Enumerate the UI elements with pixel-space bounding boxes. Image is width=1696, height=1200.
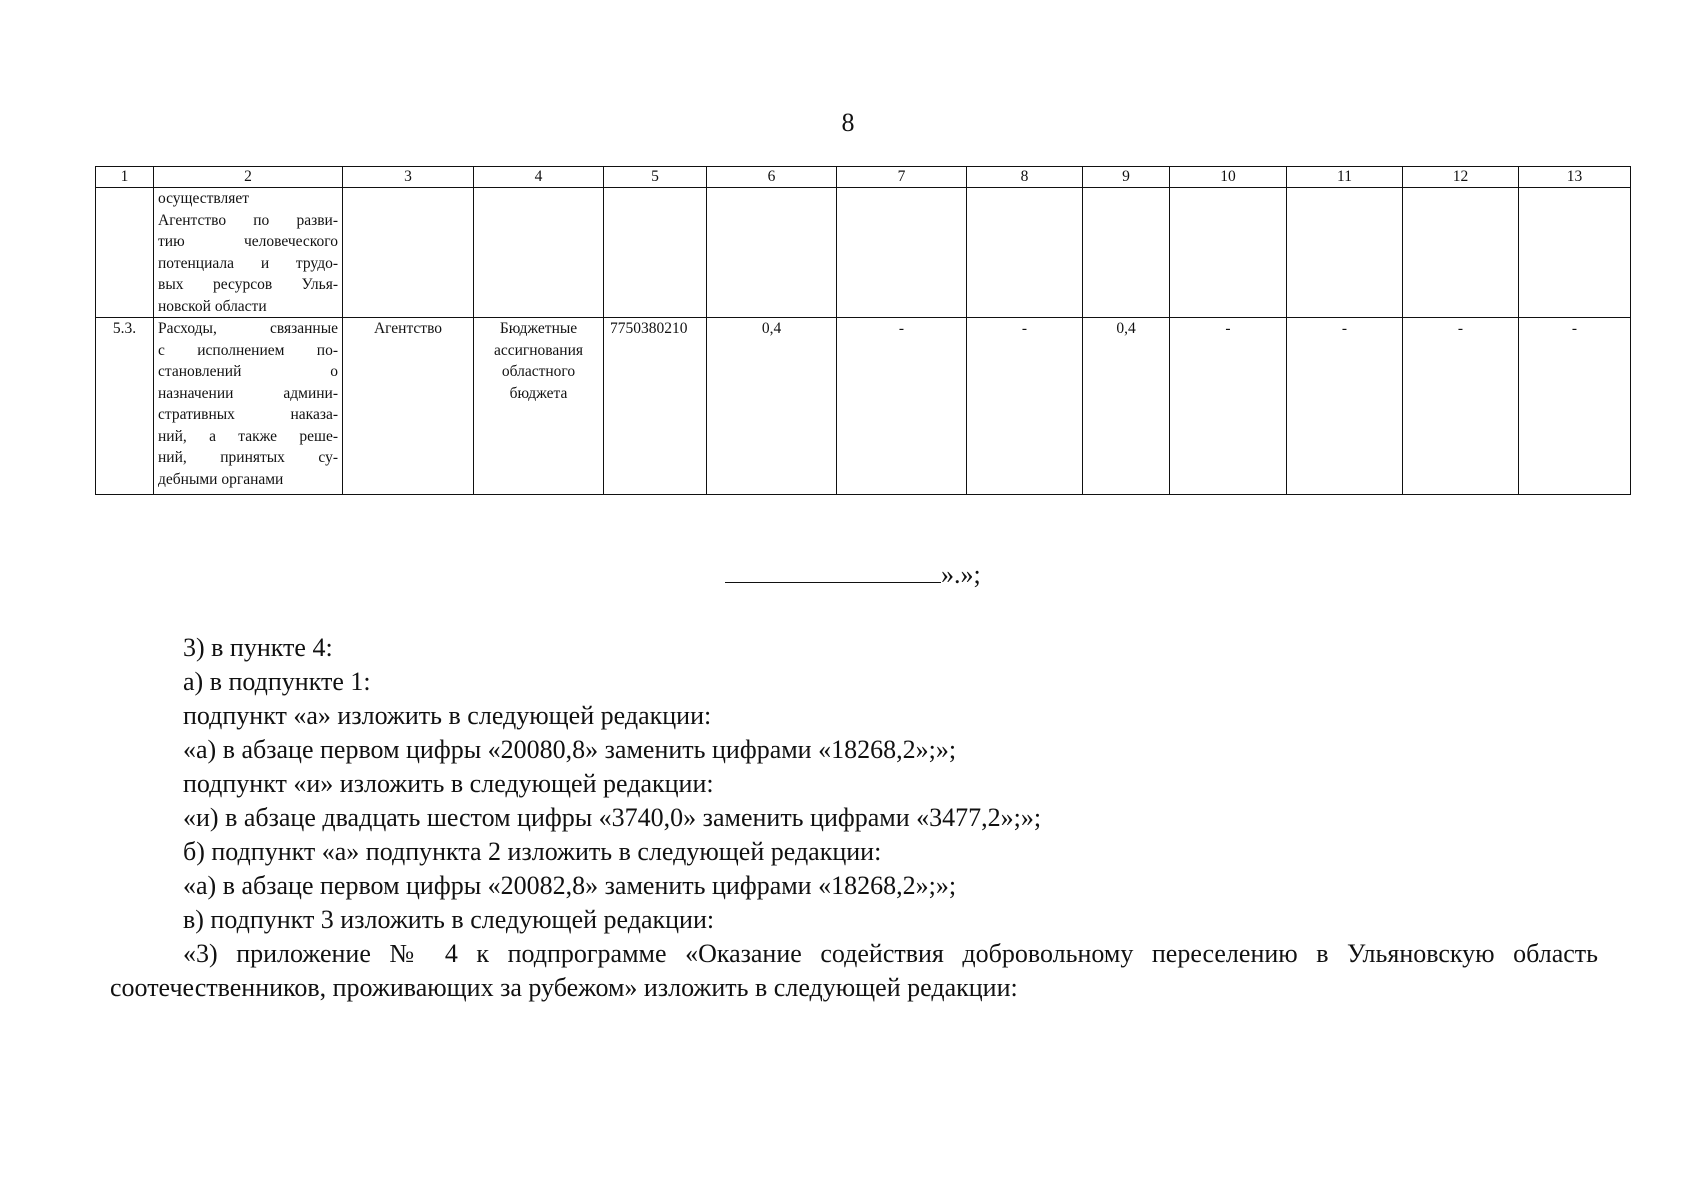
column-header: 11 <box>1287 167 1403 188</box>
budget-table <box>95 166 1631 495</box>
column-header: 5 <box>604 167 707 188</box>
final-paragraph: «3) приложение № 4 к подпрограмме «Оказание содействия добровольному переселению в Ульяновскую область соотечественников, проживающих за рубежом» изложить в следующей редакции: <box>110 939 1598 1002</box>
row-description <box>154 188 343 318</box>
column-header: 2 <box>154 167 343 188</box>
table-cell <box>707 188 837 318</box>
paragraph: б) подпункт «а» подпункта 2 изложить в следующей редакции: <box>183 837 882 866</box>
page-number: 8 <box>841 108 855 137</box>
table-cell <box>474 188 604 318</box>
funding-source-line: областного <box>501 363 576 380</box>
description-line: с исполнением по- <box>158 341 338 359</box>
description-line: потенциала и трудо- <box>158 254 338 272</box>
description-line: ний, а также реше- <box>158 427 338 445</box>
description-line: новской области <box>158 297 267 315</box>
column-header: 10 <box>1170 167 1287 188</box>
closing-quote-mark: ».»; <box>941 560 981 589</box>
paragraph: а) в подпункте 1: <box>183 667 371 696</box>
paragraph: «и) в абзаце двадцать шестом цифры «3740,0» заменить цифрами «3477,2»;»; <box>183 803 1042 832</box>
paragraph: «а) в абзаце первом цифры «20082,8» заменить цифрами «18268,2»;»; <box>183 871 957 900</box>
description-line: становлений о <box>158 363 338 380</box>
paragraph: подпункт «а» изложить в следующей редакции: <box>183 701 712 730</box>
description-line: Агентство по разви- <box>158 211 338 229</box>
paragraph: «а) в абзаце первом цифры «20080,8» заменить цифрами «18268,2»;»; <box>183 735 957 764</box>
table-cell <box>1287 188 1403 318</box>
paragraph: 3) в пункте 4: <box>183 633 333 662</box>
table-header-row <box>96 167 1631 188</box>
section-end-mark <box>725 560 981 590</box>
value-cell: - <box>1519 318 1631 495</box>
column-header: 6 <box>707 167 837 188</box>
table-cell <box>967 188 1083 318</box>
description-line: ний, принятых су- <box>158 449 338 466</box>
funding-source-line: Бюджетные <box>499 320 578 337</box>
description-line: Расходы, связанные <box>158 320 338 337</box>
value-cell: - <box>837 318 967 495</box>
budget-code-cell: 7750380210 <box>604 318 707 495</box>
table-cell <box>343 188 474 318</box>
value-cell: - <box>1403 318 1519 495</box>
value-cell: - <box>1170 318 1287 495</box>
row-number: 5.3. <box>96 318 154 495</box>
executor-cell: Агентство <box>343 318 474 495</box>
table-cell <box>1083 188 1170 318</box>
table-cell <box>1170 188 1287 318</box>
description-line: вых ресурсов Улья- <box>158 276 338 293</box>
table-cell <box>1403 188 1519 318</box>
column-header: 9 <box>1083 167 1170 188</box>
column-header: 12 <box>1403 167 1519 188</box>
paragraph: в) подпункт 3 изложить в следующей редакции: <box>183 905 715 934</box>
table-cell <box>837 188 967 318</box>
description-line: тию человеческого <box>158 233 338 250</box>
description-line: назначении админи- <box>158 384 338 402</box>
table-cell <box>1519 188 1631 318</box>
funding-source-cell <box>474 318 604 495</box>
table-row <box>96 318 1631 495</box>
column-header: 3 <box>343 167 474 188</box>
table-row <box>96 188 1631 318</box>
column-header: 7 <box>837 167 967 188</box>
column-header: 8 <box>967 167 1083 188</box>
column-header: 1 <box>96 167 154 188</box>
description-line: стративных наказа- <box>158 406 338 423</box>
column-header: 13 <box>1519 167 1631 188</box>
description-line: дебными органами <box>158 470 284 488</box>
row-description <box>154 318 343 495</box>
description-line: осуществляет <box>158 190 250 207</box>
value-cell: 0,4 <box>707 318 837 495</box>
value-cell: - <box>967 318 1083 495</box>
funding-source-line: ассигнования <box>493 341 584 359</box>
row-number <box>96 188 154 318</box>
column-header: 4 <box>474 167 604 188</box>
value-cell: 0,4 <box>1083 318 1170 495</box>
signature-line <box>725 582 941 583</box>
value-cell: - <box>1287 318 1403 495</box>
funding-source-line: бюджета <box>509 384 568 402</box>
table-cell <box>604 188 707 318</box>
paragraph: подпункт «и» изложить в следующей редакции: <box>183 769 714 798</box>
